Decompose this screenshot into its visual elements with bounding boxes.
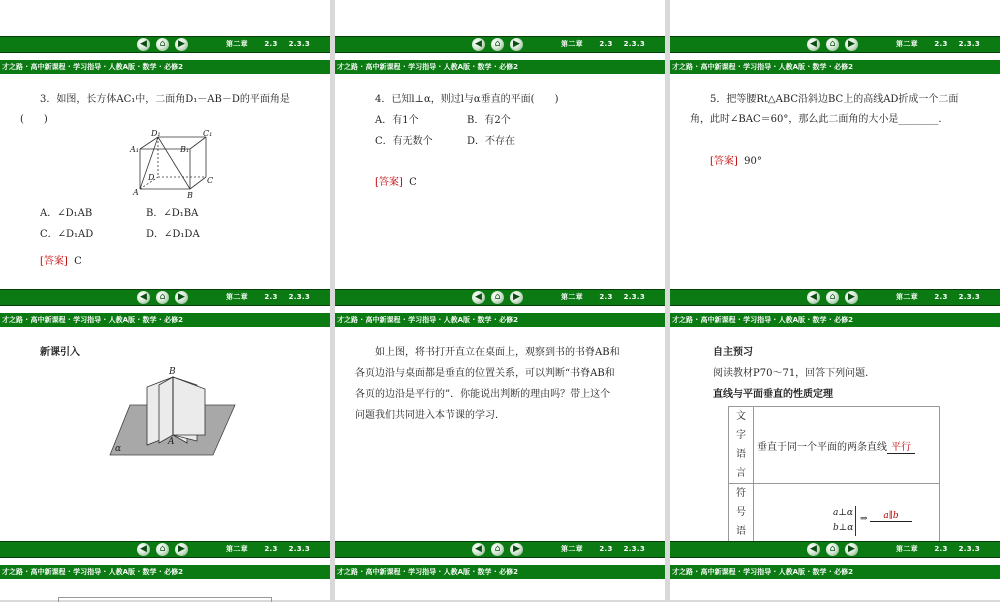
chapter-label: 第二章 2.3 2.3.3 — [896, 293, 981, 301]
home-icon[interactable]: ⌂ — [491, 291, 504, 304]
forward-icon[interactable]: ▶ — [510, 291, 523, 304]
back-icon[interactable]: ◀ — [137, 38, 150, 51]
answer-label: [答案] — [40, 256, 68, 267]
header-bar: 才之路 · 高中新课程 · 学习指导 · 人教A版 · 数学 · 必修2 — [0, 60, 330, 74]
back-icon[interactable]: ◀ — [807, 291, 820, 304]
answer-label: [答案] — [710, 156, 738, 167]
fill-blank-parallel: 平行 — [887, 442, 915, 454]
forward-icon[interactable]: ▶ — [175, 291, 188, 304]
option-d: D．不存在 — [467, 136, 516, 147]
slide-book-observation — [335, 292, 665, 545]
answer-line — [40, 251, 82, 272]
open-book-figure — [105, 365, 240, 455]
section-title: 新课引入 — [40, 347, 80, 358]
chapter-label: 第二章 2.3 2.3.3 — [561, 293, 646, 301]
forward-icon[interactable]: ▶ — [845, 543, 858, 556]
nav-bar — [335, 541, 665, 558]
nav-bar — [335, 289, 665, 306]
nav-bar — [0, 541, 330, 558]
theorem-table — [728, 406, 940, 561]
home-icon[interactable]: ⌂ — [826, 543, 839, 556]
back-icon[interactable]: ◀ — [137, 543, 150, 556]
chapter-label: 第二章 2.3 2.3.3 — [226, 545, 311, 553]
slide-intro — [0, 292, 330, 545]
label-B: B — [187, 191, 193, 200]
forward-icon[interactable]: ▶ — [175, 38, 188, 51]
header-bar: 才之路 · 高中新课程 · 学习指导 · 人教A版 · 数学 · 必修2 — [0, 313, 330, 327]
chapter-label: 第二章 2.3 2.3.3 — [226, 293, 311, 301]
question-text-2: 角，此时∠BAC＝60°，那么此二面角的大小是________． — [690, 114, 949, 125]
answer-value: C — [409, 177, 417, 188]
question-text: 4．已知l⊥α，则过l与α垂直的平面( ) — [375, 94, 559, 105]
option-c: C．∠D₁AD — [40, 229, 94, 240]
option-b: B．有2个 — [467, 115, 511, 126]
table-edge — [58, 597, 272, 602]
nav-bar — [670, 289, 1000, 306]
option-b: B．∠D₁BA — [146, 208, 199, 219]
paragraph-line-2: 各页边沿与桌面都是垂直的位置关系，可以判断“书脊AB和 — [355, 368, 615, 379]
nav-bar — [0, 36, 330, 53]
label-A1: A₁ — [130, 145, 139, 154]
option-a: A．∠D₁AB — [40, 208, 93, 219]
symbol-lang-header: 符号 语 — [729, 484, 754, 561]
option-a: A．有1个 — [375, 115, 419, 126]
question-bracket: ( ) — [20, 114, 48, 125]
home-icon[interactable]: ⌂ — [826, 38, 839, 51]
implies-arrow: ⇒ — [860, 514, 868, 524]
cuboid-figure — [125, 128, 225, 200]
label-A: A — [133, 188, 139, 197]
slide-self-study — [670, 292, 1000, 545]
nav-bar — [0, 289, 330, 306]
label-D1: D₁ — [151, 129, 161, 138]
home-icon[interactable]: ⌂ — [156, 291, 169, 304]
slide-question-5 — [670, 0, 1000, 290]
forward-icon[interactable]: ▶ — [175, 543, 188, 556]
nav-bar — [670, 541, 1000, 558]
symbol-b-perp: b⊥α — [833, 523, 854, 533]
slide-question-4 — [335, 0, 665, 290]
nav-bar — [670, 36, 1000, 53]
forward-icon[interactable]: ▶ — [845, 291, 858, 304]
paragraph-line-4: 问题我们共同进入本节课的学习． — [355, 410, 505, 421]
text-lang-content: 垂直于同一个平面的两条直线 平行 — [754, 407, 940, 484]
back-icon[interactable]: ◀ — [807, 38, 820, 51]
label-D: D — [148, 173, 155, 182]
answer-line — [375, 172, 417, 193]
home-icon[interactable]: ⌂ — [826, 291, 839, 304]
header-bar: 才之路 · 高中新课程 · 学习指导 · 人教A版 · 数学 · 必修2 — [670, 313, 1000, 327]
question-text: 3．如图，长方体AC₁中，二面角D₁－AB－D的平面角是 — [40, 94, 290, 105]
chapter-label: 第二章 2.3 2.3.3 — [561, 545, 646, 553]
header-bar: 才之路 · 高中新课程 · 学习指导 · 人教A版 · 数学 · 必修2 — [670, 60, 1000, 74]
forward-icon[interactable]: ▶ — [510, 38, 523, 51]
header-bar: 才之路 · 高中新课程 · 学习指导 · 人教A版 · 数学 · 必修2 — [335, 565, 665, 579]
back-icon[interactable]: ◀ — [807, 543, 820, 556]
slide-question-3 — [0, 0, 330, 290]
label-B1: B₁ — [180, 145, 190, 154]
chapter-label: 第二章 2.3 2.3.3 — [226, 40, 311, 48]
paragraph-line-1: 如上图，将书打开直立在桌面上，观察到书的书脊AB和 — [375, 347, 620, 358]
back-icon[interactable]: ◀ — [472, 543, 485, 556]
slide-partial-1 — [0, 544, 330, 600]
question-text: 5．把等腰Rt△ABC沿斜边BC上的高线AD折成一个二面 — [710, 94, 959, 105]
nav-bar — [335, 36, 665, 53]
home-icon[interactable]: ⌂ — [491, 38, 504, 51]
home-icon[interactable]: ⌂ — [491, 543, 504, 556]
label-alpha: α — [115, 444, 122, 454]
forward-icon[interactable]: ▶ — [845, 38, 858, 51]
reading-instruction: 阅读教材P70～71，回答下列问题． — [713, 368, 876, 379]
answer-line — [710, 151, 762, 172]
label-B: B — [169, 367, 176, 377]
back-icon[interactable]: ◀ — [137, 291, 150, 304]
home-icon[interactable]: ⌂ — [156, 38, 169, 51]
chapter-label: 第二章 2.3 2.3.3 — [896, 40, 981, 48]
chapter-label: 第二章 2.3 2.3.3 — [561, 40, 646, 48]
header-bar: 才之路 · 高中新课程 · 学习指导 · 人教A版 · 数学 · 必修2 — [335, 313, 665, 327]
slide-partial-3 — [670, 544, 1000, 600]
slide-partial-2 — [335, 544, 665, 600]
answer-value: C — [74, 256, 82, 267]
chapter-label: 第二章 2.3 2.3.3 — [896, 545, 981, 553]
option-c: C．有无数个 — [375, 136, 433, 147]
home-icon[interactable]: ⌂ — [156, 543, 169, 556]
back-icon[interactable]: ◀ — [472, 291, 485, 304]
label-C1: C₁ — [203, 129, 213, 138]
paragraph-line-3: 各页的边沿是平行的”．你能说出判断的理由吗？带上这个 — [355, 389, 611, 400]
answer-label: [答案] — [375, 177, 403, 188]
header-bar: 才之路 · 高中新课程 · 学习指导 · 人教A版 · 数学 · 必修2 — [335, 60, 665, 74]
section-title: 自主预习 — [713, 347, 753, 358]
symbol-a-perp: a⊥α — [833, 508, 853, 518]
answer-value: 90° — [744, 156, 762, 167]
theorem-title: 直线与平面垂直的性质定理 — [713, 389, 833, 400]
back-icon[interactable]: ◀ — [472, 38, 485, 51]
header-bar: 才之路 · 高中新课程 · 学习指导 · 人教A版 · 数学 · 必修2 — [0, 565, 330, 579]
option-d: D．∠D₁DA — [146, 229, 200, 240]
header-bar: 才之路 · 高中新课程 · 学习指导 · 人教A版 · 数学 · 必修2 — [670, 565, 1000, 579]
label-A: A — [168, 437, 175, 447]
label-C: C — [207, 176, 214, 185]
fill-blank-symbol: a∥b — [870, 511, 912, 522]
forward-icon[interactable]: ▶ — [510, 543, 523, 556]
text-lang-header: 文字 语言 — [729, 407, 754, 484]
